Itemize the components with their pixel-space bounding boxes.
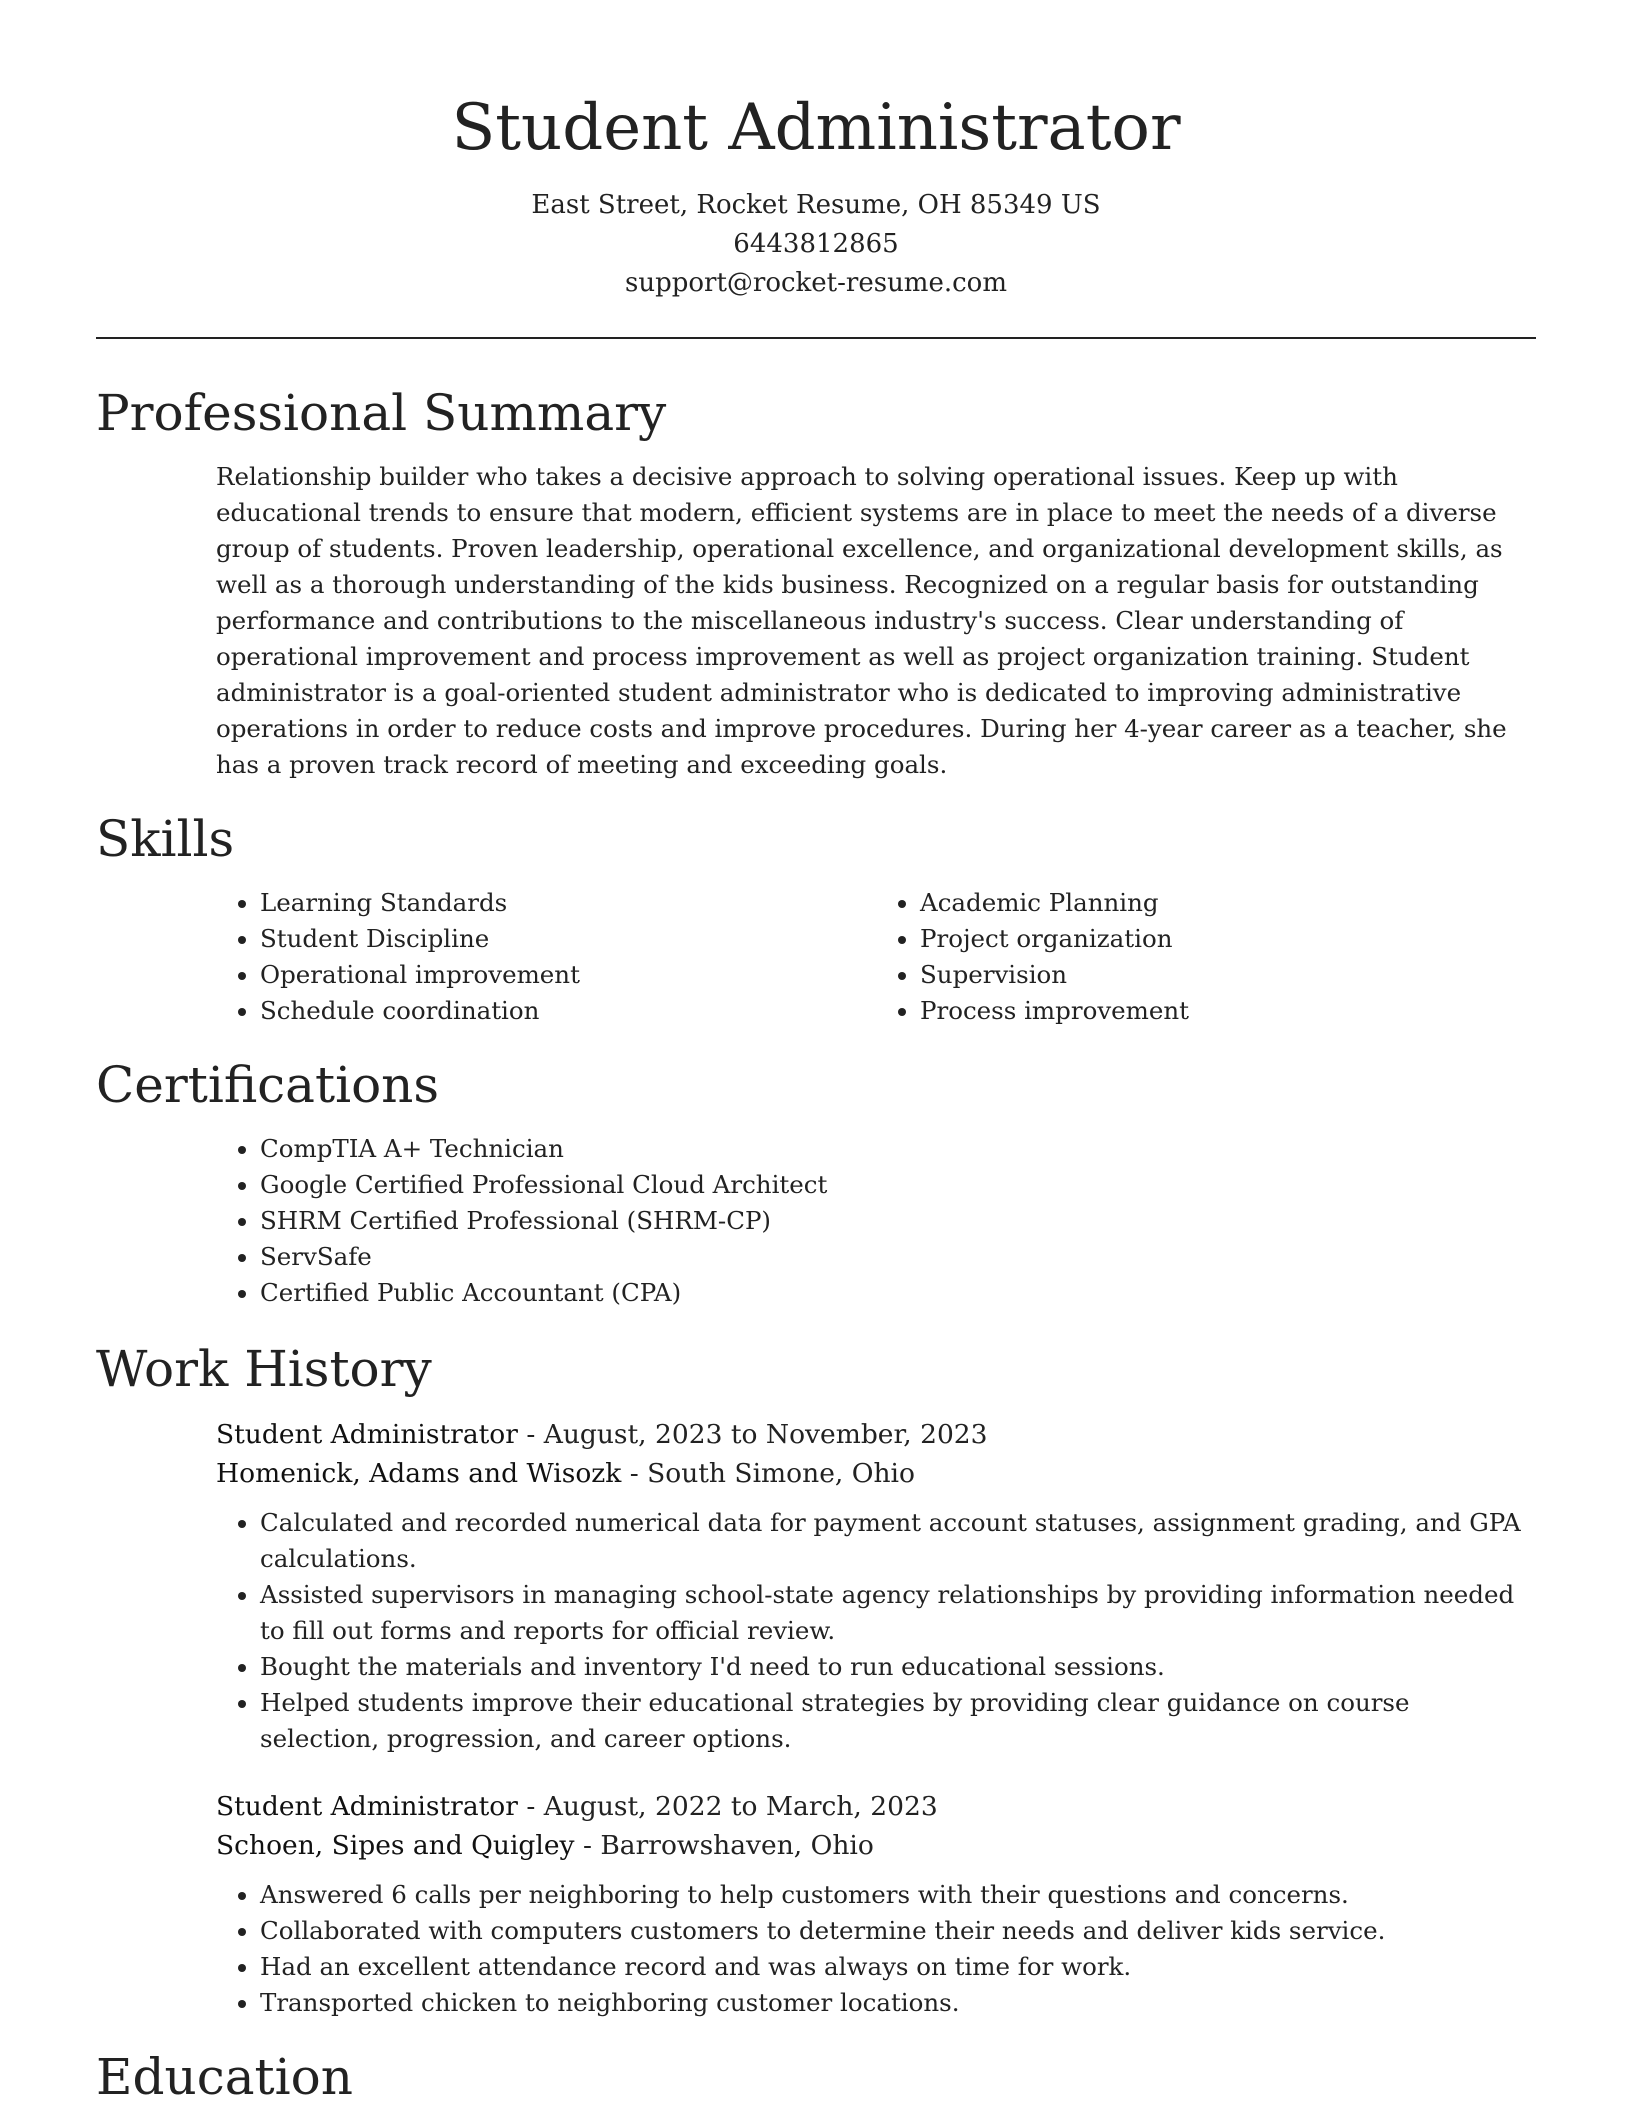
job-entry <box>216 1787 1536 2021</box>
skill-item: • Supervision <box>920 957 1536 993</box>
summary-text: Relationship builder who takes a decisive approach to solving operational issues. Keep up with educational trends to ensure that modern, efficient systems are in place to meet the needs of a diverse group of students. Proven leadership, operational excellence, and organizational development skills, as well as a thorough understanding of the kids business. Recognized on a regular basis for outstanding performance and contributions to the miscellaneous industry's success. Clear understanding of operational improvement and process improvement as well as project organization training. Student administrator is a goal-oriented student administrator who is dedicated to improving administrative operations in order to reduce costs and improve procedures. During her 4-year career as a teacher, she has a proven track record of meeting and exceeding goals. <box>216 462 1507 779</box>
candidate-name: Student Administrator <box>451 91 1181 165</box>
work-history-heading: Work History <box>96 1340 432 1398</box>
header-divider <box>96 337 1536 339</box>
skill-item: • Project organization <box>920 921 1536 957</box>
skills-list-right <box>876 885 1536 1029</box>
job-title-line <box>216 1787 1536 1826</box>
skills-list-left <box>216 885 876 1029</box>
job-title: Student Administrator <box>216 1419 518 1450</box>
job-bullet: • Collaborated with computers customers to determine their needs and deliver kids service. <box>260 1913 1536 1949</box>
job-dates: - August, 2023 to November, 2023 <box>517 1419 988 1450</box>
skill-item: • Process improvement <box>920 993 1536 1029</box>
skill-item: • Academic Planning <box>920 885 1536 921</box>
certifications-section <box>96 1049 1536 1311</box>
job-bullet: • Transported chicken to neighboring customer locations. <box>260 1985 1536 2021</box>
skills-heading: Skills <box>96 810 235 868</box>
contact-info <box>96 186 1536 303</box>
certification-item: • Certified Public Accountant (CPA) <box>260 1275 1536 1311</box>
job-bullet: • Bought the materials and inventory I'd need to run educational sessions. <box>260 1649 1536 1685</box>
job-bullet: • Had an excellent attendance record and was always on time for work. <box>260 1949 1536 1985</box>
job-company: Homenick, Adams and Wisozk <box>216 1458 622 1489</box>
job-company: Schoen, Sipes and Quigley <box>216 1830 575 1861</box>
summary-heading: Professional Summary <box>96 384 667 442</box>
summary-section <box>96 377 1536 783</box>
job-bullet: • Helped students improve their educational strategies by providing clear guidance on course selection, progression, and career options. <box>260 1685 1536 1757</box>
phone: 6443812865 <box>733 229 899 259</box>
email: support@rocket-resume.com <box>624 268 1007 298</box>
skill-item: • Schedule coordination <box>260 993 876 1029</box>
skills-section <box>96 803 1536 1029</box>
job-bullets <box>216 1877 1536 2021</box>
education-section <box>96 2041 1536 2113</box>
job-title-line <box>216 1415 1536 1454</box>
certification-item: • ServSafe <box>260 1239 1536 1275</box>
certification-item: • Google Certified Professional Cloud Architect <box>260 1167 1536 1203</box>
job-location: - South Simone, Ohio <box>621 1458 915 1489</box>
job-company-line <box>216 1454 1536 1493</box>
job-bullet: • Assisted supervisors in managing school-state agency relationships by providing information needed to fill out forms and reports for official review. <box>260 1577 1536 1649</box>
job-company-line <box>216 1826 1536 1865</box>
certification-item: • SHRM Certified Professional (SHRM-CP) <box>260 1203 1536 1239</box>
skill-item: • Operational improvement <box>260 957 876 993</box>
certifications-heading: Certifications <box>96 1056 440 1114</box>
certifications-list <box>216 1131 1536 1311</box>
job-location: - Barrowshaven, Ohio <box>574 1830 874 1861</box>
certification-item: • CompTIA A+ Technician <box>260 1131 1536 1167</box>
job-title: Student Administrator <box>216 1791 518 1822</box>
job-bullet: • Answered 6 calls per neighboring to help customers with their questions and concerns. <box>260 1877 1536 1913</box>
work-history-section <box>96 1333 1536 2021</box>
skill-item: • Student Discipline <box>260 921 876 957</box>
skill-item: • Learning Standards <box>260 885 876 921</box>
job-bullets <box>216 1505 1536 1757</box>
job-bullet: • Calculated and recorded numerical data for payment account statuses, assignment grading, and GPA calculations. <box>260 1505 1536 1577</box>
resume-header <box>96 0 1536 303</box>
address: East Street, Rocket Resume, OH 85349 US <box>531 190 1101 220</box>
job-entry <box>216 1415 1536 1757</box>
education-heading: Education <box>96 2048 353 2106</box>
job-dates: - August, 2022 to March, 2023 <box>517 1791 938 1822</box>
